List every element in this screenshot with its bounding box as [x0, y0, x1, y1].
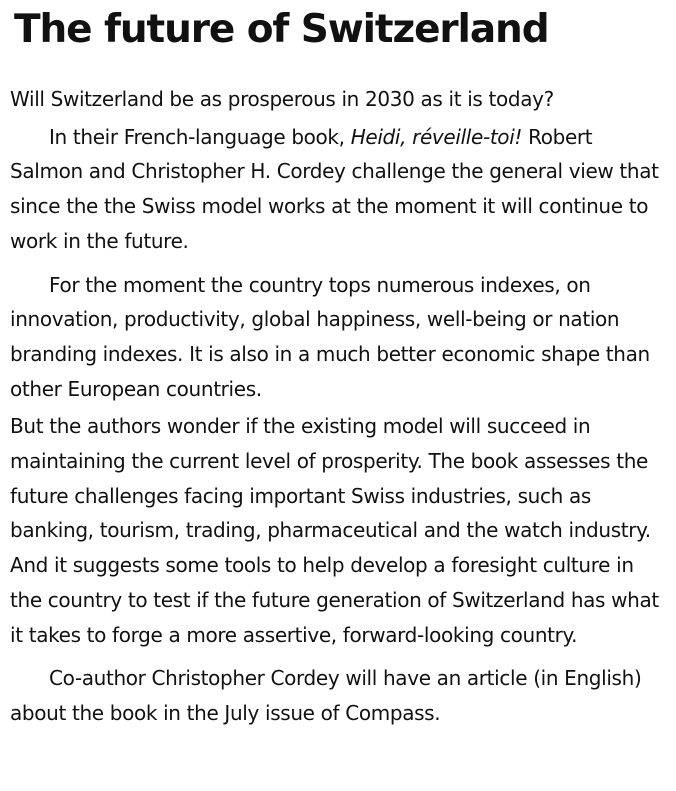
- paragraph-book: [10, 120, 666, 259]
- paragraph-challenges: But the authors wonder if the existing model will succeed in maintaining the current level of prosperity. The book assesses the future challenges facing important Swiss industries, such as banking, tourism, trading, pharmaceutical and the watch industry. And it suggests some tools to help develop a foresight culture in the country to test if the future generation of Switzerland has what it takes to forge a more assertive, forward-looking country.: [10, 414, 659, 647]
- article-title: The future of Switzerland: [14, 7, 549, 52]
- paragraph-coauthor: Co-author Christopher Cordey will have an article (in English) about the book in the July issue of Compass.: [10, 666, 642, 725]
- paragraph-book-lead: In their French-language book,: [49, 124, 351, 149]
- paragraph-book-rest: Robert Salmon and Christopher H. Cordey challenge the general view that since the the Swiss model works at the moment it will continue to work in the future.: [10, 124, 659, 253]
- intro-paragraph: Will Switzerland be as prosperous in 2030 as it is today?: [10, 87, 554, 111]
- paragraph-indexes: For the moment the country tops numerous indexes, on innovation, productivity, global happiness, well-being or nation branding indexes. It is also in a much better economic shape than other European countries.: [10, 272, 650, 401]
- book-title: Heidi, réveille-toi!: [350, 124, 523, 149]
- article-body: [10, 82, 666, 731]
